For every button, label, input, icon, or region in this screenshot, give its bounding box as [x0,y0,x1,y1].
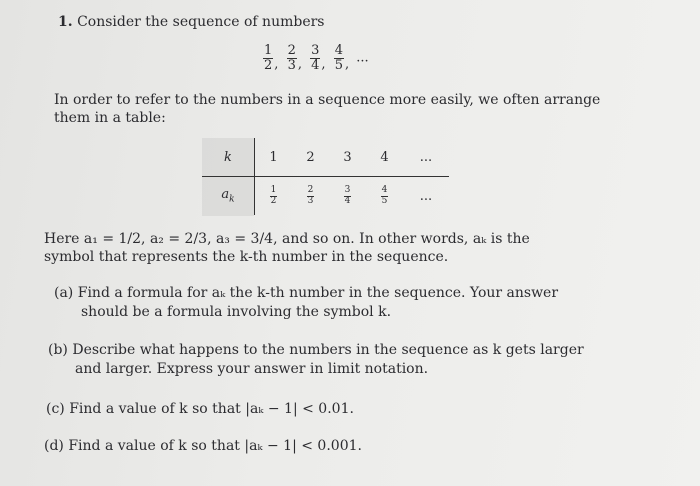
table-cell: 3 [329,138,366,177]
sequence-display: $\frac{1}{2}$ , $\frac{2}{3}$ , $\frac{3}{4}$ , $\frac{4}{5}$ , ... [264,43,369,73]
question-text: Consider the sequence of numbers [77,14,325,30]
table-cell: $\frac{1}{2}$ [270,185,277,206]
sequence-term: $\frac{4}{5}$ [334,43,343,73]
sequence-ellipsis: ... [356,50,369,66]
sequence-term: $\frac{3}{4}$ [311,43,320,73]
intro-line: In order to refer to the numbers in a sequence more easily, we often arrange [54,92,601,108]
table-cell: $\frac{2}{3}$ [307,185,314,206]
table-cell: $\frac{3}{4}$ [344,185,351,206]
intro-line: them in a table: [54,110,166,126]
table-row-ak [202,177,449,216]
part-text: should be a formula involving the symbol k. [81,304,392,320]
explanation-line: symbol that represents the k-th number in the sequence. [44,249,449,265]
sequence-term: $\frac{1}{2}$ [264,43,273,73]
question-title [58,14,324,30]
explanation-paragraph [44,230,530,266]
part-label: (d) [44,438,64,454]
table-header-ak: $a_k$ [202,177,255,216]
part-b [48,341,584,379]
table-cell: 1 [255,138,293,177]
table-row-k [202,138,449,177]
table-ellipsis: ... [419,188,433,204]
part-text: and larger. Express your answer in limit notation. [75,361,429,377]
table-ellipsis: ... [403,138,449,177]
table-header-k: k [202,138,255,177]
table-cell: 4 [366,138,403,177]
question-number: 1. [58,14,73,30]
intro-paragraph [54,91,600,127]
part-text: Find a value of k so that |aₖ − 1| < 0.001. [68,438,362,454]
part-d [44,437,362,456]
table-cell: 2 [292,138,329,177]
part-c [46,400,354,419]
part-label: (b) [48,342,68,358]
part-label: (a) [54,285,74,301]
part-a [54,284,558,322]
sequence-table [202,138,449,215]
explanation-line: Here a₁ = 1/2, a₂ = 2/3, a₃ = 3/4, and so on. In other words, aₖ is the [44,231,530,247]
part-text: Find a value of k so that |aₖ − 1| < 0.01. [69,401,354,417]
part-text: Find a formula for aₖ the k-th number in the sequence. Your answer [77,285,559,301]
part-label: (c) [46,401,65,417]
part-text: Describe what happens to the numbers in the sequence as k gets larger [72,342,584,358]
sequence-term: $\frac{2}{3}$ [287,43,296,73]
table-cell: $\frac{4}{5}$ [381,185,388,206]
